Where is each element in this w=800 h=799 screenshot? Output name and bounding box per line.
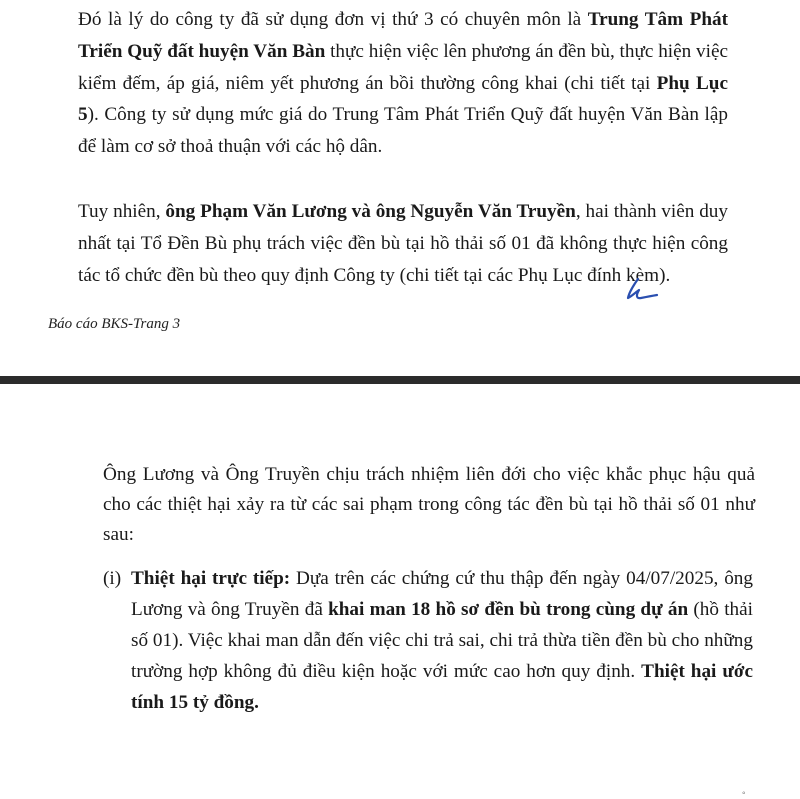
paragraph-third-party-unit — [78, 4, 728, 163]
signature-mark-icon — [624, 276, 660, 304]
bold-appendix-ref: Phụ Lục 5 — [78, 72, 728, 126]
page-footer: Báo cáo BKS-Trang 3 — [48, 316, 181, 332]
document-page-3 — [0, 0, 800, 378]
bold-falsified-records: khai man 18 hồ sơ đền bù trong cùng dự án — [328, 599, 689, 620]
bold-item-heading: Thiệt hại trực tiếp: — [131, 568, 291, 589]
paragraph-joint-liability: Ông Lương và Ông Truyền chịu trách nhiệm liên đới cho việc khắc phục hậu quả cho các thiệt hại xảy ra từ các sai phạm trong công tác đền bù tại hồ thải số 01 như sau: — [103, 464, 755, 545]
text-span: ). Công ty sử dụng mức giá do Trung Tâm Phát Triển Quỹ đất huyện Văn Bàn lập để làm cơ sở thoả thuận với các hộ dân. — [78, 104, 728, 158]
text-span: Tuy nhiên, — [78, 201, 166, 222]
text-span: (hồ thải số 01). Việc khai man dẫn đến việc chi trả sai, chi trả thừa tiền đền bù cho những trường hợp không đủ điều kiện hoặc với mức cao hơn quy định. — [131, 599, 753, 682]
bold-person-names: ông Phạm Văn Lương và ông Nguyễn Văn Truyền — [165, 201, 576, 222]
text-span: Dựa trên các chứng cứ thu thập đến ngày 04/07/2025, ông Lương và ông Truyền đã — [131, 568, 753, 620]
bold-estimated-damage: Thiệt hại ước tính 15 tỷ đồng. — [131, 661, 753, 713]
bold-org-name: Trung Tâm Phát Triển Quỹ đất huyện Văn Bàn — [78, 9, 728, 62]
list-item-body — [131, 563, 753, 718]
text-span: Đó là lý do công ty đã sử dụng đơn vị thứ 3 có chuyên môn là — [78, 9, 588, 30]
list-item-direct-damage — [103, 563, 753, 718]
list-item-number: (i) — [103, 568, 122, 589]
scan-mark: ◦ — [742, 788, 746, 799]
text-span: thực hiện việc lên phương án đền bù, thực hiện việc kiểm đếm, áp giá, niêm yết phương án bồi thường công khai (chi tiết tại — [78, 40, 728, 94]
text-span: , hai thành viên duy nhất tại Tổ Đền Bù phụ trách việc đền bù tại hồ thải số 01 đã không thực hiện công tác tổ chức đền bù theo quy định Công ty (chi tiết tại các Phụ Lục đính kèm). — [78, 201, 728, 286]
